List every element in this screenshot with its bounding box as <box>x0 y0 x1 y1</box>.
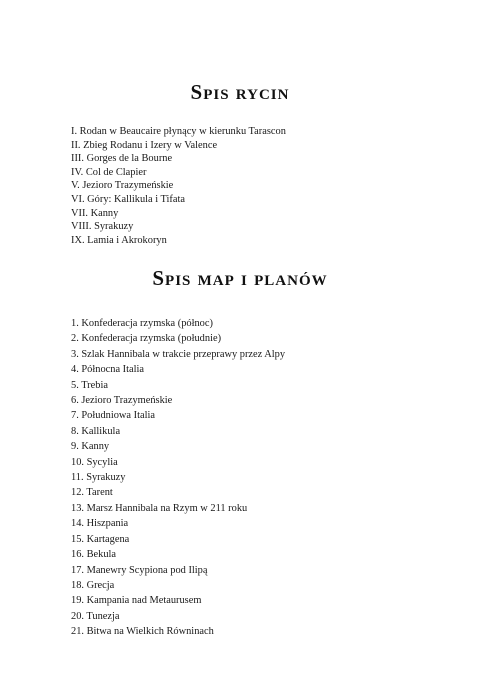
maps-list-item: 15. Kartagena <box>71 533 130 545</box>
maps-list <box>71 316 285 640</box>
maps-list-item: 1. Konfederacja rzymska (północ) <box>71 318 213 329</box>
figures-list-item: IX. Lamia i Akrokoryn <box>71 234 167 246</box>
maps-list-item: 5. Trebia <box>71 379 108 391</box>
figures-list-item: VII. Kanny <box>71 207 119 219</box>
figures-list-item: III. Gorges de la Bourne <box>71 153 173 165</box>
maps-list-item: 21. Bitwa na Wielkich Równinach <box>71 626 214 638</box>
figures-list-item: II. Zbieg Rodanu i Izery w Valence <box>71 139 218 151</box>
figures-list-item: VIII. Syrakuzy <box>71 221 134 233</box>
maps-list-item: 7. Południowa Italia <box>71 410 155 422</box>
maps-list-item: 16. Bekula <box>71 549 117 561</box>
figures-list-item: IV. Col de Clapier <box>71 166 147 178</box>
maps-list-item: 18. Grecja <box>71 579 115 591</box>
maps-list-item: 4. Północna Italia <box>71 364 145 376</box>
maps-list-item: 10. Sycylia <box>71 456 118 468</box>
figures-list-item: I. Rodan w Beaucaire płynący w kierunku Tarascon <box>71 126 286 137</box>
maps-list-item: 14. Hiszpania <box>71 518 129 530</box>
figures-heading: Spis rycin <box>190 80 290 104</box>
maps-list-item: 6. Jezioro Trazymeńskie <box>71 395 173 407</box>
maps-list-item: 20. Tunezja <box>71 610 120 622</box>
maps-list-item: 12. Tarent <box>71 487 113 499</box>
maps-heading: Spis map i planów <box>152 266 328 290</box>
maps-list-item: 19. Kampania nad Metaurusem <box>71 595 202 607</box>
maps-list-item: 11. Syrakuzy <box>71 472 126 484</box>
maps-list-item: 3. Szlak Hannibala w trakcie przeprawy przez Alpy <box>71 348 286 360</box>
maps-list-item: 9. Kanny <box>71 441 110 453</box>
maps-list-item: 2. Konfederacja rzymska (południe) <box>71 333 222 345</box>
maps-list-item: 8. Kallikula <box>71 425 121 437</box>
figures-list-item: V. Jezioro Trazymeńskie <box>71 180 174 192</box>
figures-list-item: VI. Góry: Kallikula i Tifata <box>71 193 185 205</box>
maps-list-item: 13. Marsz Hannibala na Rzym w 211 roku <box>71 502 248 514</box>
figures-list <box>71 125 286 247</box>
maps-list-item: 17. Manewry Scypiona pod Ilipą <box>71 564 208 576</box>
